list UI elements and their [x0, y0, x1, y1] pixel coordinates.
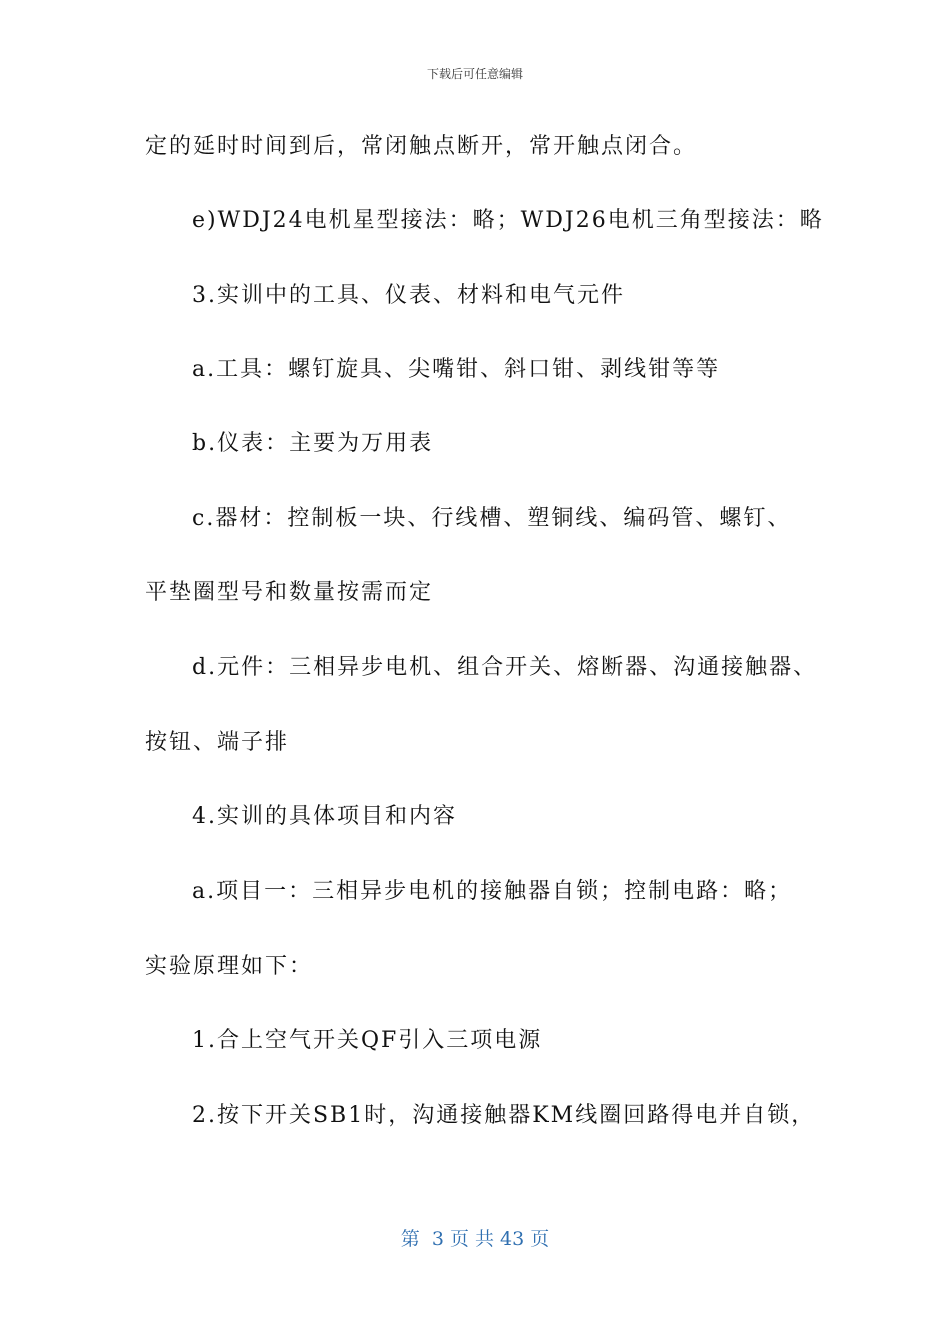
paragraph-line: 4.实训的具体项目和内容	[192, 804, 457, 829]
page-number-footer: 第 3 页 共 43 页	[400, 1228, 550, 1250]
paragraph-line: 3.实训中的工具、仪表、材料和电气元件	[192, 283, 625, 308]
paragraph-line: d.元件：三相异步电机、组合开关、熔断器、沟通接触器、	[192, 655, 818, 680]
paragraph-line: 2.按下开关SB1时，沟通接触器KM线圈回路得电并自锁，	[192, 1103, 816, 1128]
paragraph-line: a.工具：螺钉旋具、尖嘴钳、斜口钳、剥线钳等等	[192, 357, 721, 382]
page-header: 下载后可任意编辑	[426, 67, 523, 81]
paragraph-line: 1.合上空气开关QF引入三项电源	[192, 1028, 543, 1053]
paragraph-line: c.器材：控制板一块、行线槽、塑铜线、编码管、螺钉、	[192, 506, 792, 531]
paragraph-line: b.仪表：主要为万用表	[192, 431, 434, 456]
paragraph-line: e)WDJ24电机星型接法：略；WDJ26电机三角型接法：略	[192, 208, 824, 233]
paragraph-line: 按钮、端子排	[145, 730, 290, 755]
paragraph-line: 定的延时时间到后，常闭触点断开，常开触点闭合。	[145, 134, 698, 159]
paragraph-line: 实验原理如下：	[145, 954, 314, 979]
paragraph-line: 平垫圈型号和数量按需而定	[145, 580, 434, 605]
paragraph-line: a.项目一：三相异步电机的接触器自锁；控制电路：略；	[192, 879, 793, 904]
